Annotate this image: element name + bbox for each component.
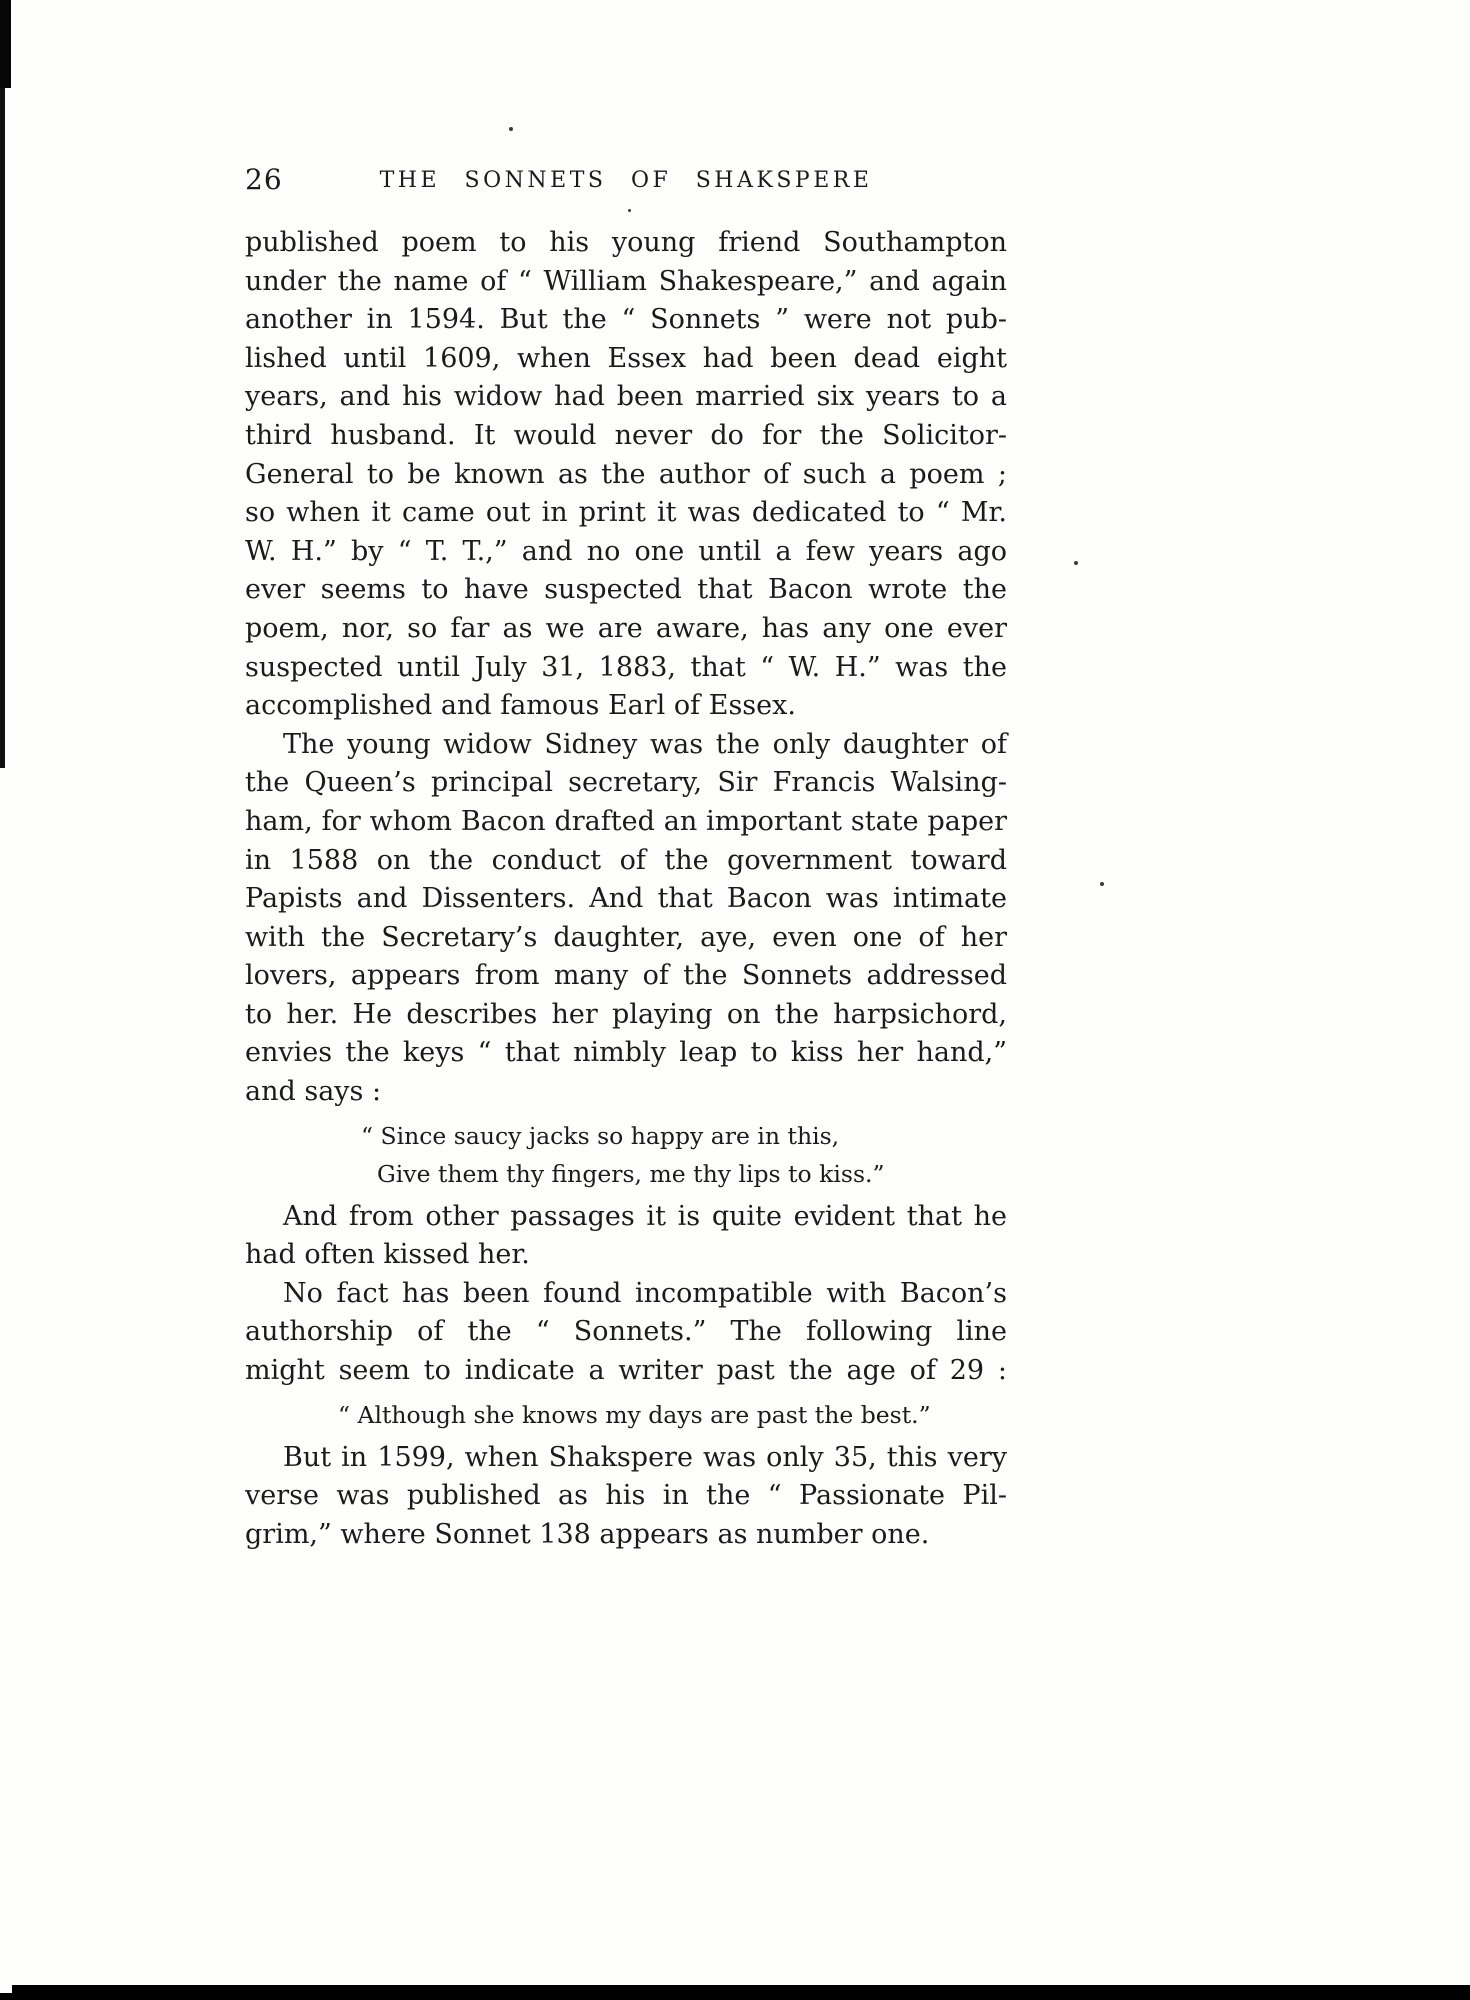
text-line: envies the keys “ that nimbly leap to kiss her hand,” — [245, 1037, 1007, 1069]
page-header — [245, 163, 1007, 199]
text-line: in 1588 on the conduct of the government toward — [245, 844, 1007, 876]
text-line: the Queen’s principal secretary, Sir Francis Walsing- — [245, 767, 1007, 799]
text-line: lished until 1609, when Essex had been dead eight — [245, 342, 1007, 374]
text-line: under the name of “ William Shakespeare,” and again — [245, 265, 1007, 297]
text-line: with the Secretary’s daughter, aye, even one of her — [245, 921, 1007, 953]
text-line: grim,” where Sonnet 138 appears as number one. — [245, 1518, 930, 1550]
verse-line: Give them thy fingers, me thy lips to kiss.” — [377, 1159, 885, 1188]
paragraph — [245, 224, 1007, 726]
text-line: published poem to his young friend Southampton — [245, 227, 1007, 258]
verse-line: “ Although she knows my days are past the best.” — [338, 1400, 931, 1429]
text-line: General to be known as the author of such a poem ; — [245, 458, 1007, 490]
scan-speck — [1074, 561, 1078, 565]
running-title: THE SONNETS OF SHAKSPERE — [379, 168, 873, 193]
text-line: had often kissed her. — [245, 1239, 530, 1271]
text-line: ever seems to have suspected that Bacon wrote the — [245, 574, 1007, 606]
text-line: poem, nor, so far as we are aware, has any one ever — [245, 612, 1007, 644]
text-line: authorship of the “ Sonnets.” The following line — [245, 1316, 1007, 1348]
verse-quote — [245, 1117, 1007, 1193]
paragraph — [245, 726, 1007, 1112]
text-line: Papists and Dissenters. And that Bacon was intimate — [245, 883, 1007, 915]
text-line: third husband. It would never do for the Solicitor- — [245, 419, 1007, 451]
scan-edge-left — [0, 0, 5, 768]
text-line: another in 1594. But the “ Sonnets ” were not pub- — [245, 304, 1007, 336]
text-line: might seem to indicate a writer past the age of 29 : — [245, 1355, 1007, 1387]
text-block — [245, 224, 1007, 1554]
scan-edge-bottom — [12, 1985, 1470, 2000]
text-line: suspected until July 31, 1883, that “ W. H.” was the — [245, 651, 1007, 683]
text-line: The young widow Sidney was the only daughter of — [283, 728, 1007, 760]
text-line: lovers, appears from many of the Sonnets addressed — [245, 960, 1007, 992]
verse-line: “ Since saucy jacks so happy are in this, — [361, 1121, 840, 1150]
text-line: No fact has been found incompatible with Bacon’s — [283, 1277, 1007, 1309]
text-line: and says : — [245, 1076, 382, 1108]
paragraph — [245, 1198, 1007, 1275]
scan-edge-bottom-stub — [0, 1993, 14, 2000]
scan-speck — [509, 127, 513, 131]
paragraph — [245, 1439, 1007, 1555]
text-line: years, and his widow had been married six years to a — [245, 381, 1007, 413]
paragraph — [245, 1275, 1007, 1391]
scan-edge-left-top — [0, 0, 11, 88]
text-line: And from other passages it is quite evident that he — [283, 1200, 1007, 1232]
text-line: verse was published as his in the “ Passionate Pil- — [245, 1480, 1007, 1512]
text-line: so when it came out in print it was dedicated to “ Mr. — [245, 497, 1007, 529]
text-line: W. H.” by “ T. T.,” and no one until a few years ago — [245, 535, 1007, 567]
text-line: But in 1599, when Shakspere was only 35, this very — [283, 1441, 1007, 1473]
text-line: to her. He describes her playing on the harpsichord, — [245, 998, 1007, 1030]
page-number: 26 — [245, 163, 283, 196]
text-line: ham, for whom Bacon drafted an important state paper — [245, 805, 1007, 837]
scan-speck — [1100, 882, 1104, 886]
text-line: accomplished and famous Earl of Essex. — [245, 690, 796, 722]
scan-speck — [628, 209, 631, 212]
verse-quote — [245, 1396, 1007, 1434]
